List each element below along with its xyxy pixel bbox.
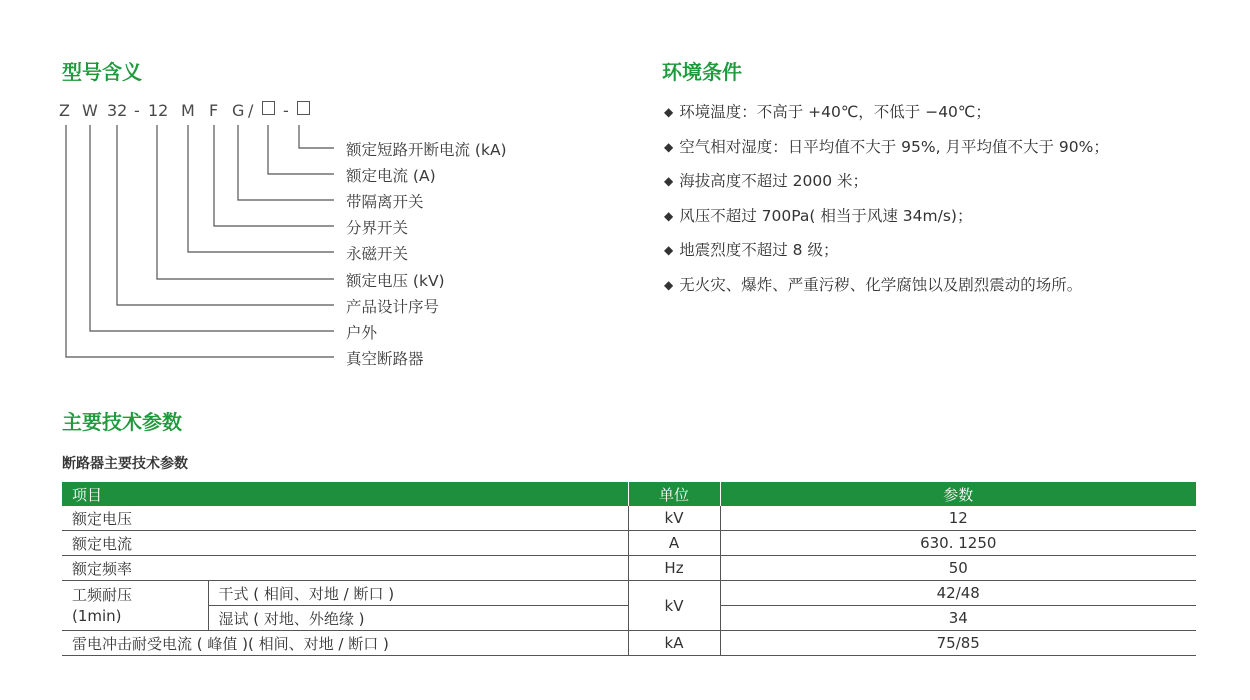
list-item [664,169,1109,204]
meaning-vacuum-breaker: 真空断路器 [346,350,424,368]
meaning-rated-current: 额定电流 (A) [346,167,436,185]
table-row [62,556,1196,581]
row-unit: A [628,531,720,556]
environment-title: 环境条件 [662,60,742,84]
diamond-bullet-icon: ◆ [664,243,674,257]
diamond-bullet-icon: ◆ [664,139,674,154]
code-dash-1: - [134,101,140,120]
environment-item-text: 无火灾、爆炸、严重污秽、化学腐蚀以及剧烈震动的场所。 [679,275,1083,294]
diamond-bullet-icon: ◆ [664,208,674,223]
list-item [664,238,1109,273]
row-item: 额定电流 [62,531,628,556]
header-unit: 单位 [628,482,720,506]
table-header-row [62,482,1196,506]
code-m: M [181,101,195,120]
row-unit: kV [628,506,720,531]
code-12: 12 [148,101,169,120]
meaning-outdoor: 户外 [346,324,378,342]
environment-list [664,100,1109,307]
diamond-bullet-icon: ◆ [664,174,674,188]
row-item-withstand [62,581,208,631]
row-value: 75/85 [720,631,1196,656]
row-unit: kV [628,581,720,631]
code-z: Z [59,101,70,120]
code-g: G [232,101,245,120]
meaning-permanent-magnet: 永磁开关 [346,245,409,263]
code-f: F [209,101,219,120]
code-slash: / [248,101,254,120]
row-value: 630. 1250 [720,531,1196,556]
code-dash-2: - [283,101,289,120]
meaning-isolating-switch: 带隔离开关 [346,193,424,211]
specs-subtitle: 断路器主要技术参数 [62,456,188,472]
environment-item-text: 环境温度：不高于 +40℃，不低于 −40℃； [679,103,991,121]
environment-item-text: 风压不超过 700Pa( 相当于风速 34m/s)； [679,206,973,225]
list-item [664,204,1109,239]
table-row [62,631,1196,656]
table-row [62,581,1196,606]
environment-item-text: 海拔高度不超过 2000 米； [679,172,869,190]
row-value: 12 [720,506,1196,531]
list-item [664,135,1109,170]
row-item: 额定电压 [62,506,628,531]
environment-item-text: 地震烈度不超过 8 级； [679,241,839,259]
header-item: 项目 [62,482,628,506]
meaning-boundary-switch: 分界开关 [346,219,409,237]
list-item [664,100,1109,135]
meaning-breaking-current: 额定短路开断电流 (kA) [346,141,507,159]
row-subitem-dry: 干式 ( 相间、对地 / 断口 ) [208,581,628,606]
row-item: 额定频率 [62,556,628,581]
model-meaning-title: 型号含义 [62,60,142,84]
row-value: 34 [720,606,1196,631]
withstand-label-line1: 工频耐压 [72,585,133,604]
meaning-design-serial: 产品设计序号 [346,298,440,316]
row-value: 42/48 [720,581,1196,606]
list-item [664,273,1109,308]
code-32: 32 [107,101,128,120]
diamond-bullet-icon: ◆ [664,105,674,119]
specs-title: 主要技术参数 [62,410,182,434]
meaning-rated-voltage: 额定电压 (kV) [346,272,445,290]
row-unit: kA [628,631,720,656]
header-value: 参数 [720,482,1196,506]
diamond-bullet-icon: ◆ [664,277,674,292]
environment-item-text: 空气相对湿度：日平均值不大于 95%, 月平均值不大于 90%； [679,137,1109,156]
table-row [62,506,1196,531]
withstand-label-line2: (1min) [72,606,122,625]
code-w: W [82,101,98,120]
specs-table [62,482,1196,656]
row-subitem-wet: 湿试 ( 对地、外绝缘 ) [208,606,628,631]
row-value: 50 [720,556,1196,581]
row-item: 雷电冲击耐受电流 ( 峰值 )( 相间、对地 / 断口 ) [62,631,628,656]
table-row [62,531,1196,556]
row-unit: Hz [628,556,720,581]
